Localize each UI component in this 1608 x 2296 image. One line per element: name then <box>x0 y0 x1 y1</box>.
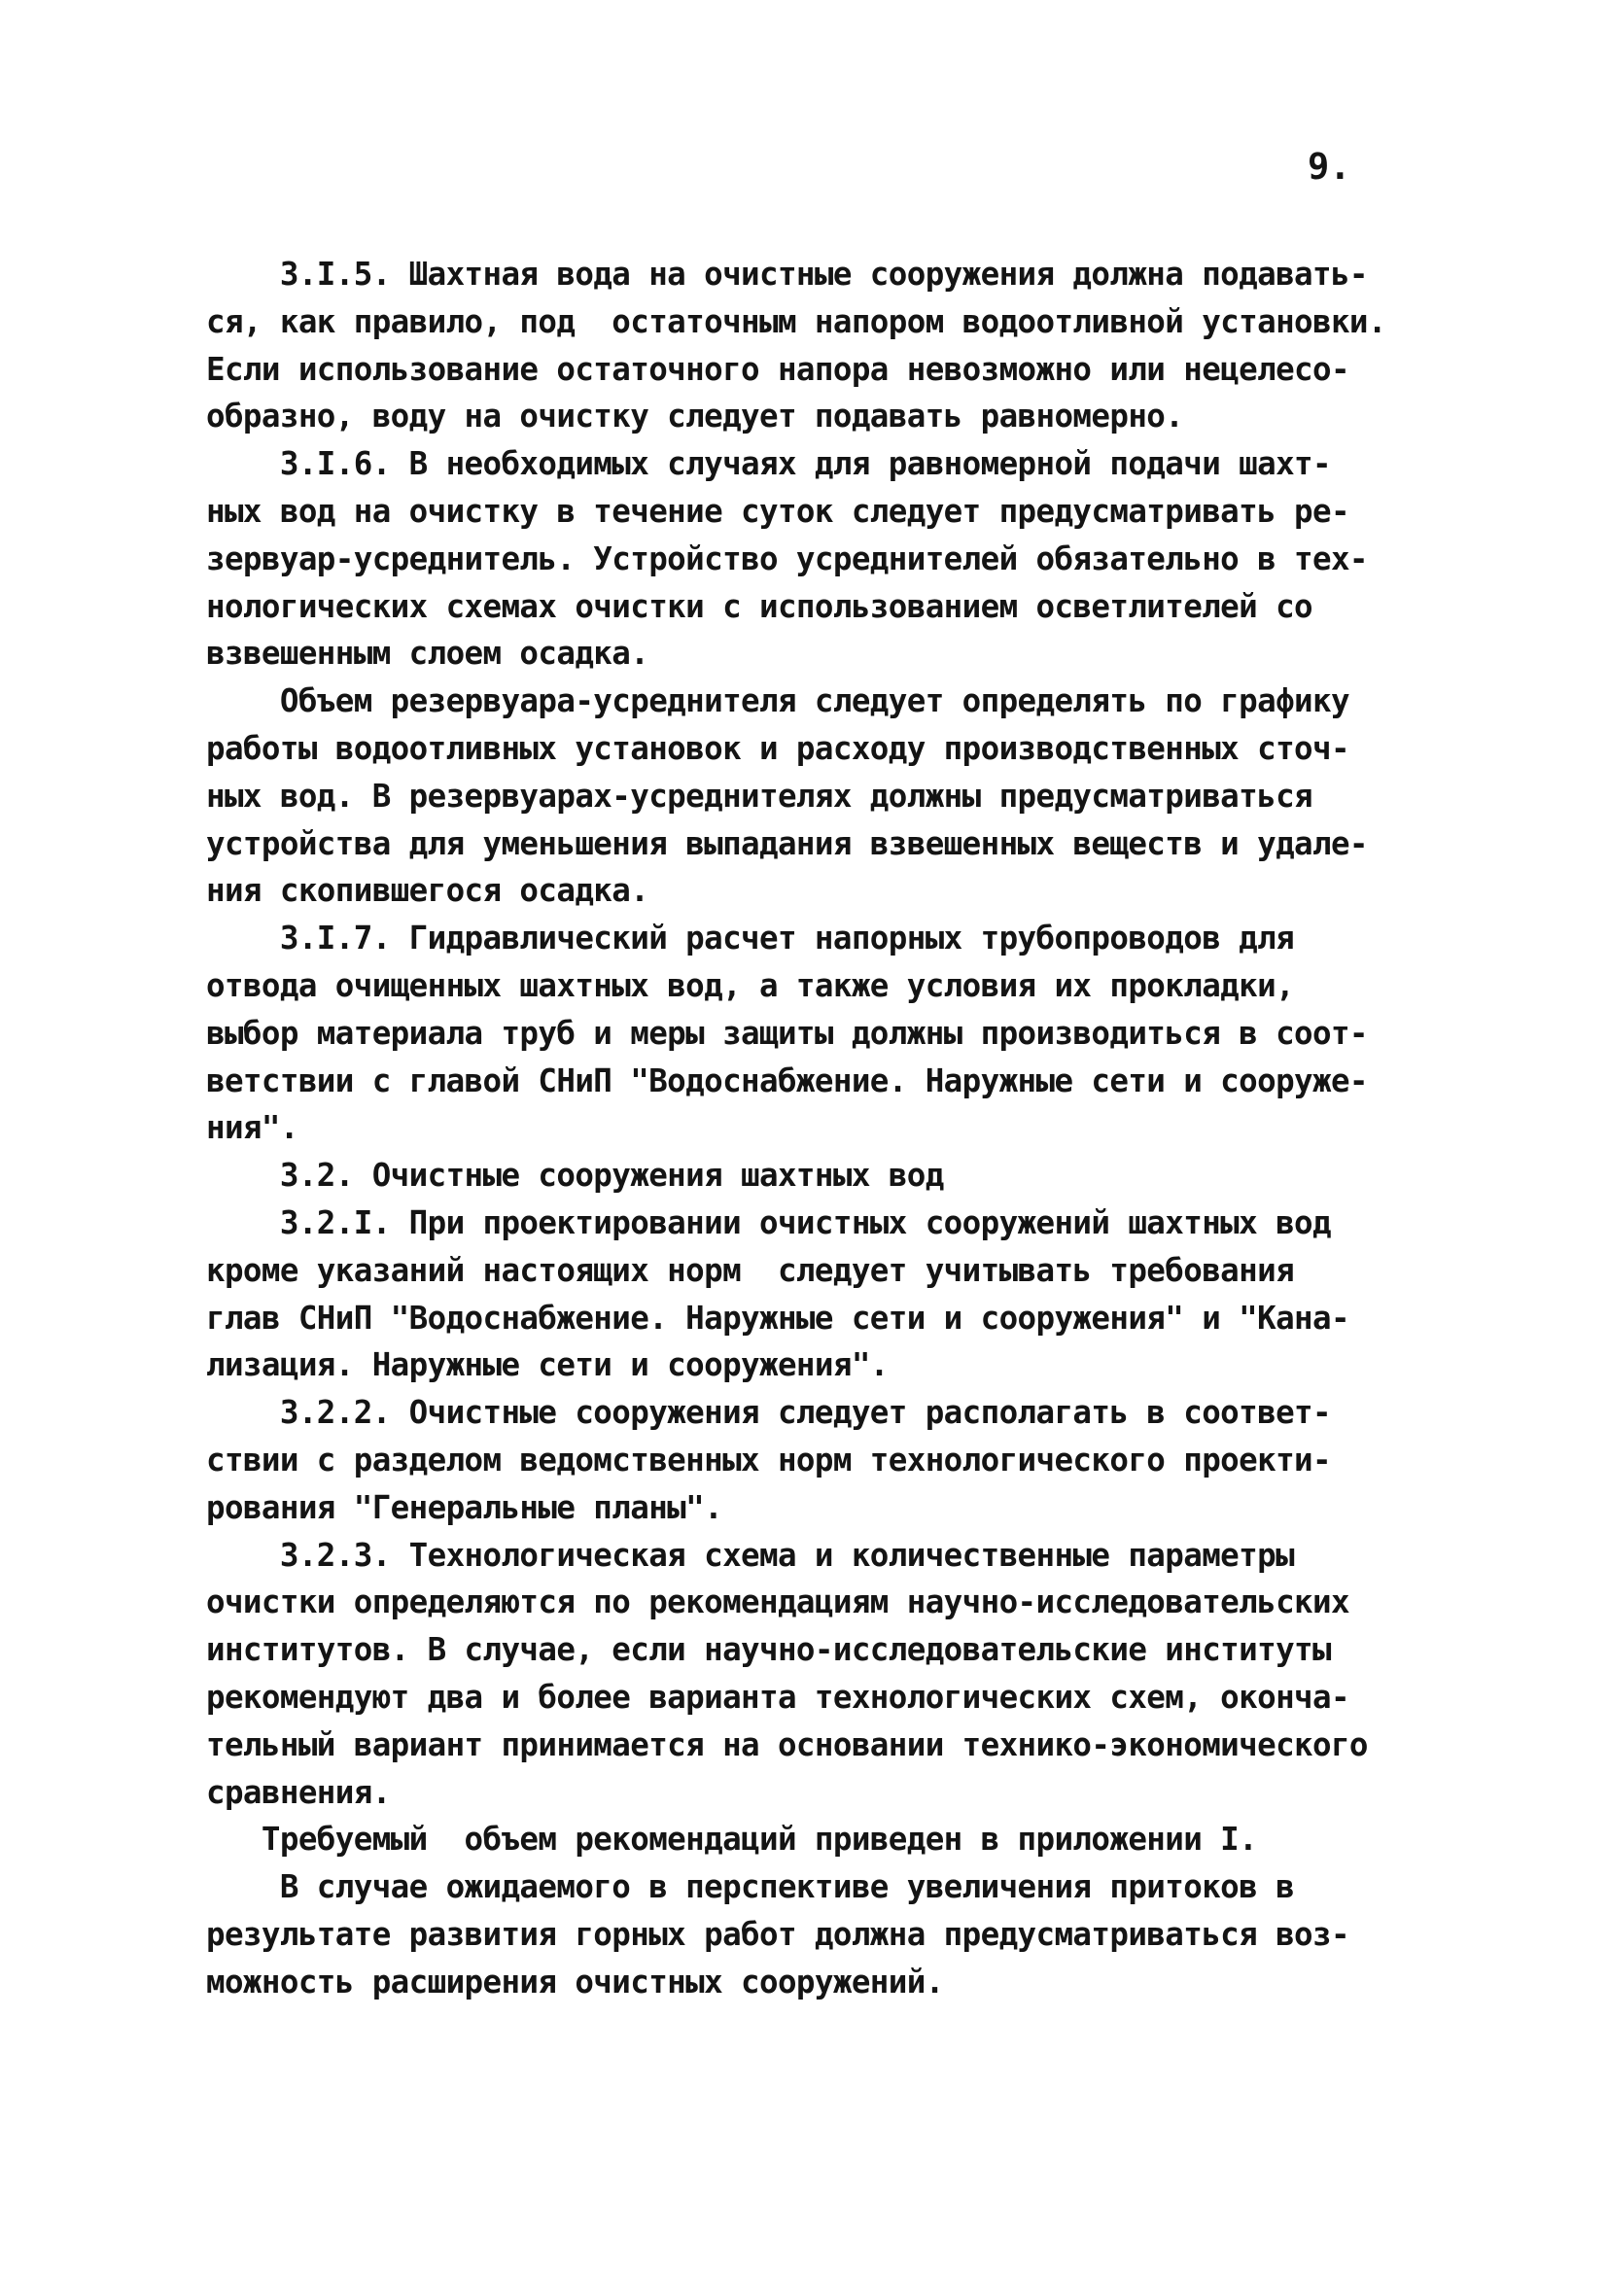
text-line: можность расширения очистных сооружений. <box>206 1963 944 2000</box>
page-number: 9. <box>1308 146 1351 188</box>
text-line: выбор материала труб и меры защиты должны производиться в соот- <box>206 1014 1368 1052</box>
text-line: устройства для уменьшения выпадания взвешенных веществ и удале- <box>206 824 1368 862</box>
text-line: Требуемый объем рекомендаций приведен в приложении I. <box>206 1821 1258 1859</box>
text-line: ния скопившегося осадка. <box>206 872 649 910</box>
text-line: зервуар-усреднитель. Устройство усреднителей обязательно в тех- <box>206 539 1368 577</box>
text-line: образно, воду на очистку следует подавать равномерно. <box>206 398 1184 435</box>
text-line: лизация. Наружные сети и сооружения". <box>206 1346 889 1384</box>
text-line: очистки определяются по рекомендациям научно-исследовательских <box>206 1583 1349 1621</box>
text-line: 3.I.7. Гидравлический расчет напорных трубопроводов для <box>206 920 1295 957</box>
text-line: отвода очищенных шахтных вод, а также условия их прокладки, <box>206 966 1295 1004</box>
text-line: глав СНиП "Водоснабжение. Наружные сети и сооружения" и "Кана- <box>206 1299 1349 1337</box>
text-line: 3.I.5. Шахтная вода на очистные сооружения должна подавать- <box>206 256 1368 293</box>
text-line: рекомендуют два и более варианта технологических схем, оконча- <box>206 1678 1349 1716</box>
text-line: работы водоотливных установок и расходу производственных сточ- <box>206 729 1349 767</box>
text-line: ся, как правило, под остаточным напором водоотливной установки. <box>206 302 1386 340</box>
text-line: 3.I.6. В необходимых случаях для равномерной подачи шахт- <box>206 445 1331 483</box>
text-line: ных вод на очистку в течение суток следует предусматривать ре- <box>206 492 1349 530</box>
text-line: результате развития горных работ должна предусматриваться воз- <box>206 1915 1349 1953</box>
text-line: ных вод. В резервуарах-усреднителях должны предусматриваться <box>206 777 1312 815</box>
text-line: 3.2.2. Очистные сооружения следует располагать в соответ- <box>206 1394 1331 1432</box>
text-line: Если использование остаточного напора невозможно или нецелесо- <box>206 350 1349 388</box>
text-line: тельный вариант принимается на основании технико-экономического <box>206 1725 1368 1763</box>
text-line: ния". <box>206 1109 298 1147</box>
text-line: кроме указаний настоящих норм следует учитывать требования <box>206 1251 1295 1289</box>
text-line: Объем резервуара-усреднителя следует определять по графику <box>206 682 1349 720</box>
text-line: сравнения. <box>206 1773 391 1811</box>
text-line: взвешенным слоем осадка. <box>206 635 649 673</box>
body-text <box>206 251 1460 2005</box>
text-line: ствии с разделом ведомственных норм технологического проекти- <box>206 1441 1331 1478</box>
text-line: нологических схемах очистки с использованием осветлителей со <box>206 587 1312 625</box>
text-line: институтов. В случае, если научно-исследовательские институты <box>206 1631 1331 1669</box>
text-line: ветствии с главой СНиП "Водоснабжение. Наружные сети и сооруже- <box>206 1061 1368 1099</box>
text-line: 3.2. Очистные сооружения шахтных вод <box>206 1157 944 1195</box>
text-line: В случае ожидаемого в перспективе увеличения притоков в <box>206 1868 1295 1906</box>
text-line: 3.2.3. Технологическая схема и количественные параметры <box>206 1536 1295 1574</box>
text-line: 3.2.I. При проектировании очистных сооружений шахтных вод <box>206 1203 1331 1241</box>
text-line: рования "Генеральные планы". <box>206 1488 723 1526</box>
